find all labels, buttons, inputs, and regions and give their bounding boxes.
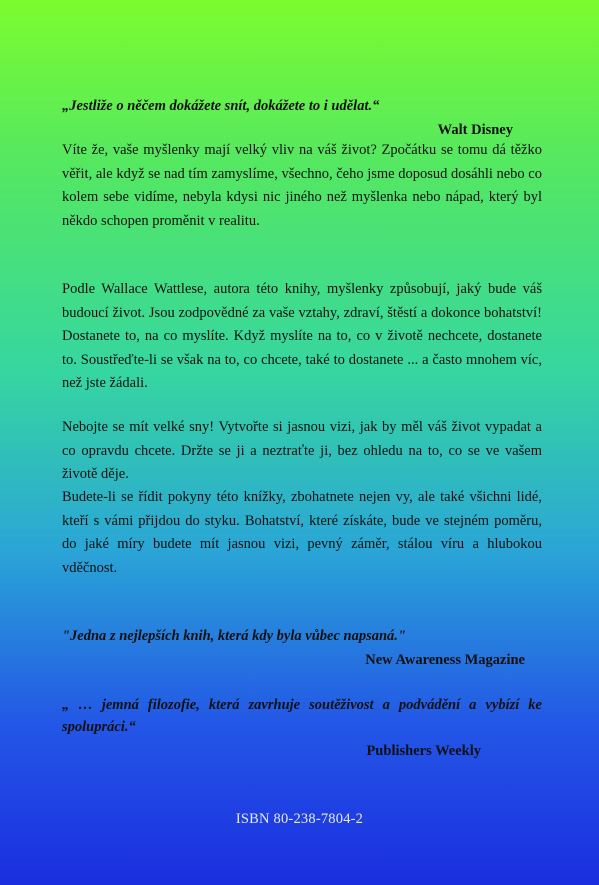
isbn-number: ISBN 80-238-7804-2 bbox=[235, 811, 364, 827]
review-quote-2: „ … jemná filozofie, která zavrhuje soutěživost a podvádění a vybízí ke spolupráci.“ bbox=[62, 697, 542, 735]
review-source-2: Publishers Weekly bbox=[366, 743, 481, 759]
blurb-paragraph-1: Víte že, vaše myšlenky mají velký vliv na váš život? Zpočátku se tomu dá těžko věřit, ale když se nad tím zamyslíme, všechno, čeho jsme doposud dosáhli nebo co kolem sebe vidíme, nebyla kdysi nic jiného než myšlenka nebo nápad, který byl někdo schopen proměnit v realitu. bbox=[62, 142, 542, 229]
blurb-paragraph-4: Budete-li se řídit pokyny této knížky, zbohatnete nejen vy, ale také všichni lidé, kteří s vámi přijdou do styku. Bohatství, které získáte, bude ve stejném poměru, do jaké míry budete mít jasnou vizi, pevný záměr, stálou víru a hlubokou vděčnost. bbox=[62, 489, 542, 576]
epigraph-author: Walt Disney bbox=[437, 122, 513, 138]
review-quote-1: "Jedna z nejlepších knih, která kdy byla vůbec napsaná." bbox=[62, 628, 406, 644]
review-source-1: New Awareness Magazine bbox=[365, 652, 525, 668]
blurb-paragraph-3: Nebojte se mít velké sny! Vytvořte si jasnou vizi, jak by měl váš život vypadat a co opravdu chcete. Držte se ji a neztraťte ji, bez ohledu na to, co se ve vašem životě děje. bbox=[62, 419, 542, 482]
epigraph-quote: „Jestliže o něčem dokážete snít, dokážete to i udělat.“ bbox=[62, 98, 380, 114]
blurb-paragraph-2: Podle Wallace Wattlese, autora této knihy, myšlenky způsobují, jaký bude váš budoucí život. Jsou zodpovědné za vaše vztahy, zdraví, štěstí a dokonce bohatství! Dostanete to, na co myslíte. Když myslíte na to, co v životě nechcete, dostanete to. Soustřeďte-li se však na to, co chcete, také to dostanete ... a často mnohem víc, než jste žádali. bbox=[62, 281, 542, 391]
